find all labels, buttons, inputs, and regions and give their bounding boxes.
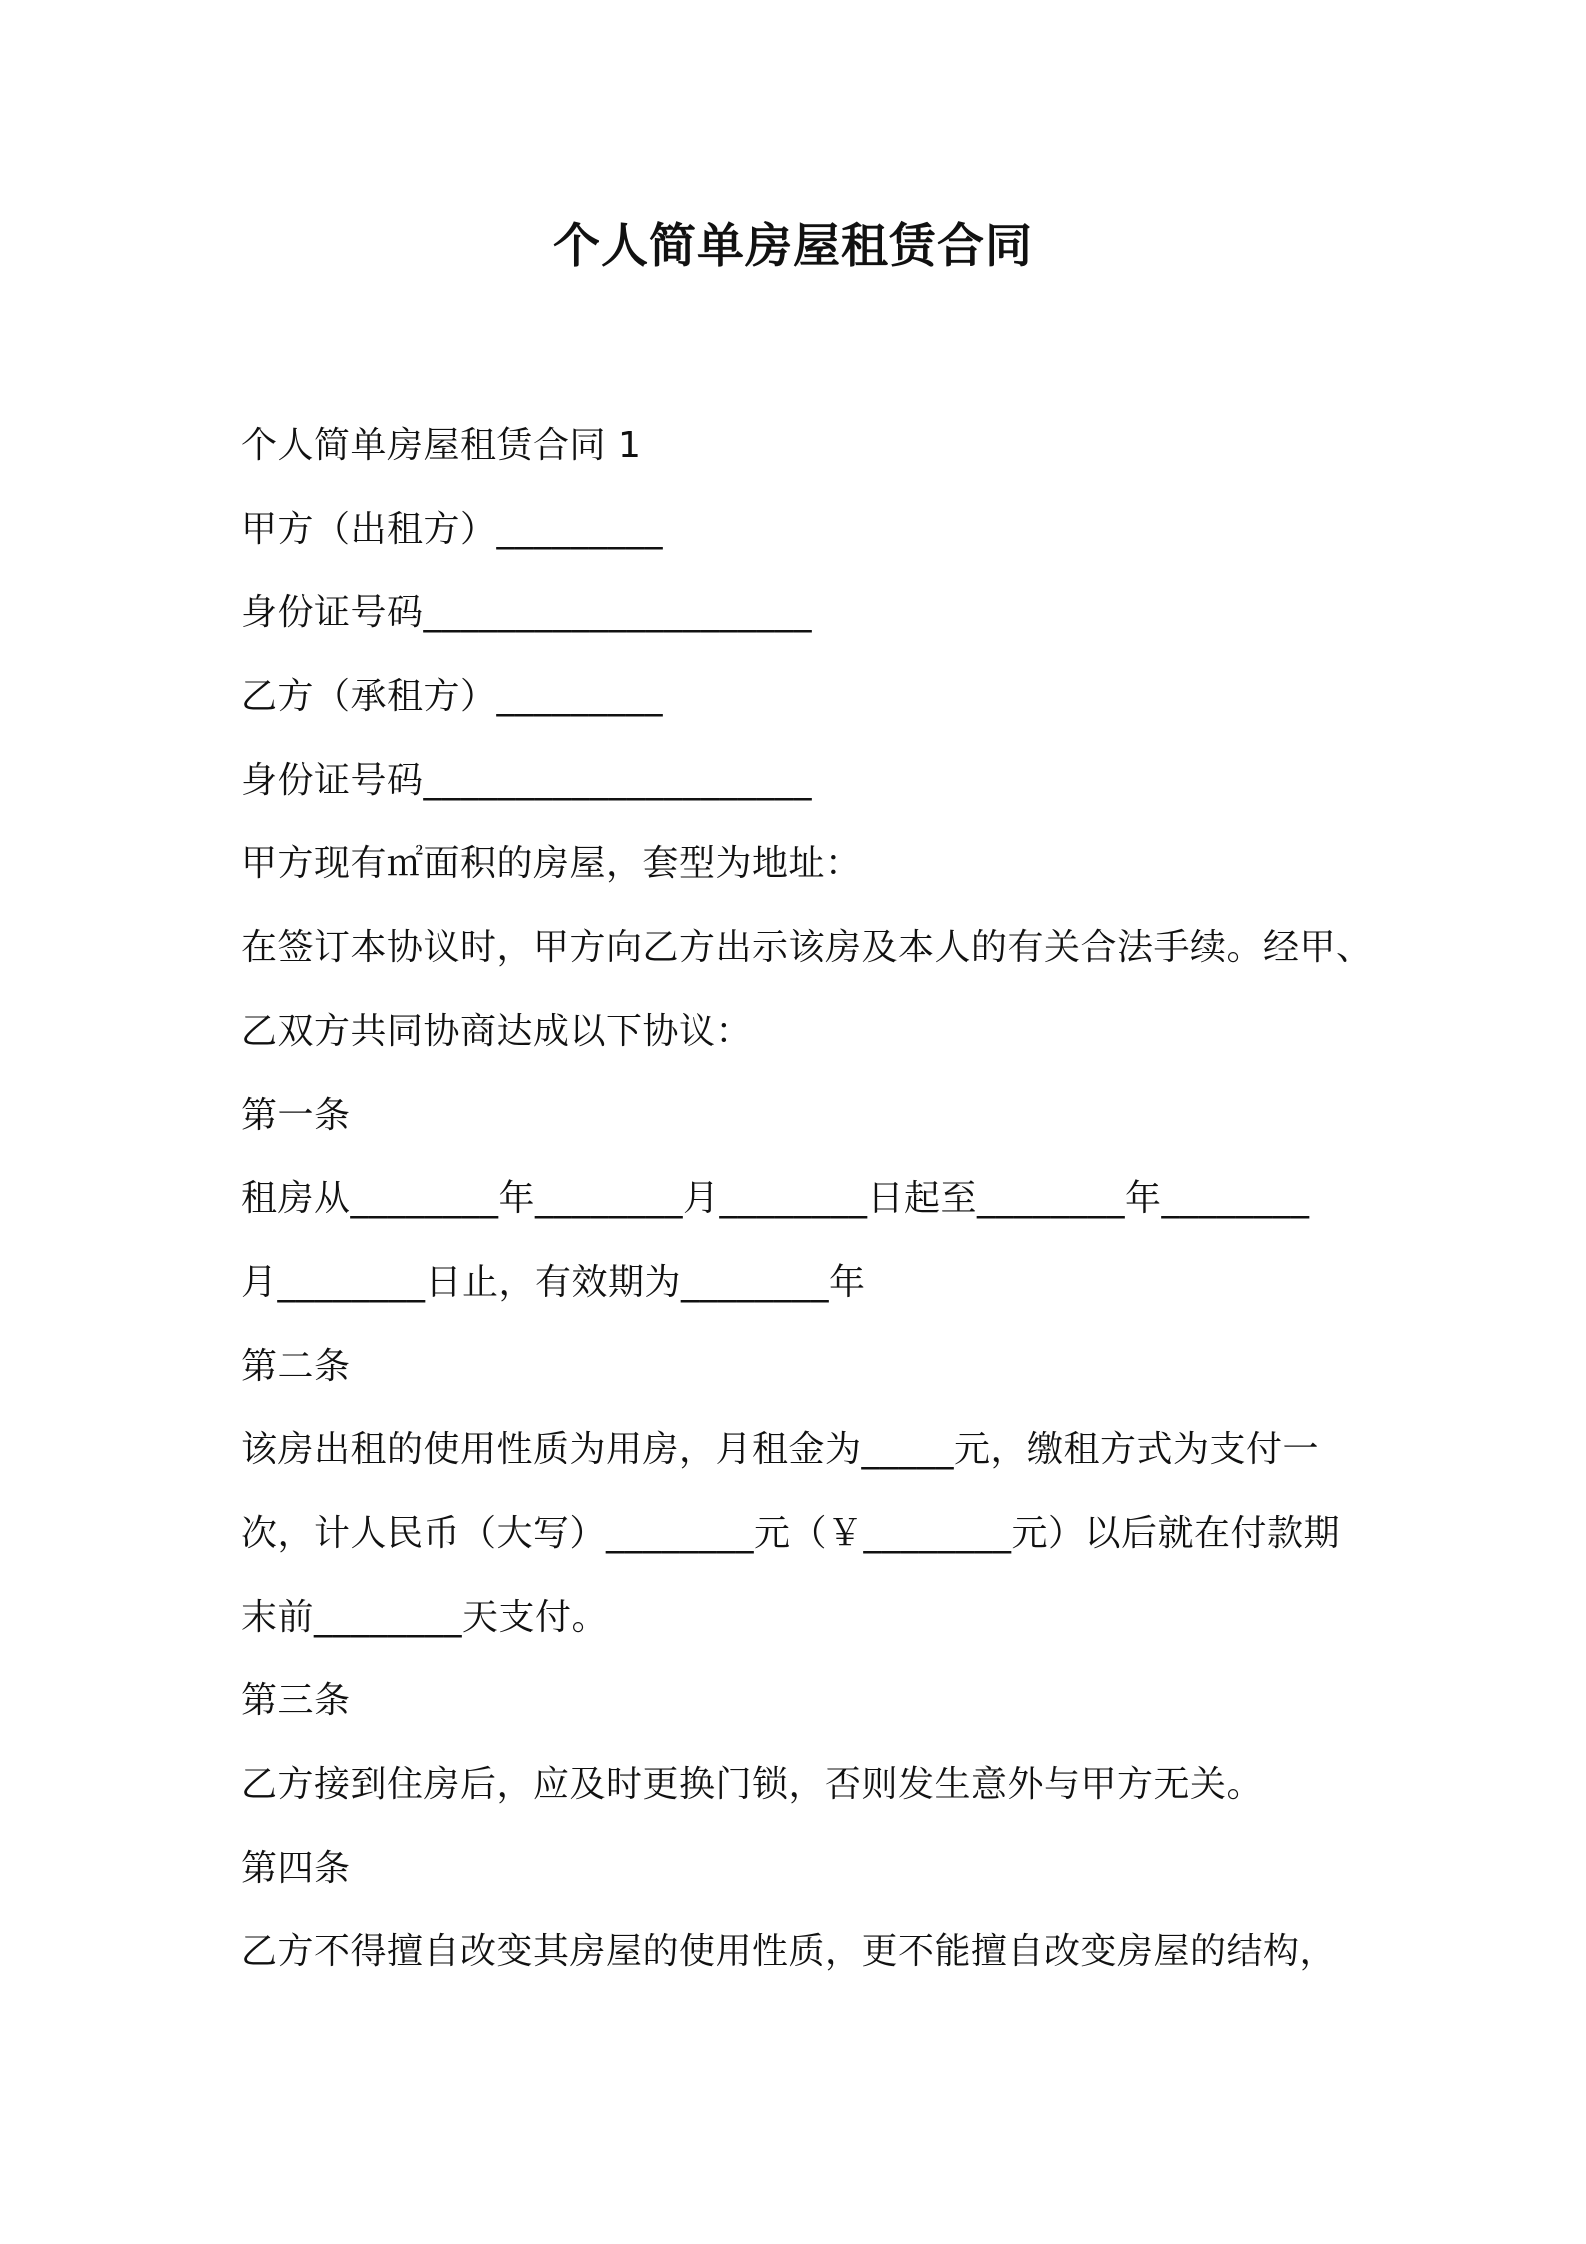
article-3-heading: 第三条 [241, 1680, 351, 1722]
article-2-text-line-2: 次，计人民币（大写）________元（￥________元）以后就在付款期 [241, 1512, 1341, 1554]
agreement-intro-line-2: 乙双方共同协商达成以下协议： [241, 1010, 753, 1052]
article-1-text-line-2: 月________日止，有效期为________年 [241, 1261, 866, 1303]
party-b-line: 乙方（承租方）_________ [241, 676, 664, 718]
document-body [241, 404, 1373, 1994]
article-1-heading: 第一条 [241, 1094, 351, 1136]
contract-subtitle: 个人简单房屋租赁合同 1 [241, 425, 642, 466]
article-3-text: 乙方接到住房后，应及时更换门锁，否则发生意外与甲方无关。 [241, 1764, 1264, 1805]
party-a-id-line: 身份证号码_____________________ [241, 592, 813, 634]
article-2-text-line-3: 末前________天支付。 [241, 1596, 609, 1638]
property-description: 甲方现有㎡面积的房屋，套型为地址： [241, 843, 862, 885]
article-4-heading: 第四条 [241, 1847, 351, 1889]
article-1-text-line-1: 租房从________年________月________日起至________年________ [241, 1178, 1310, 1220]
agreement-intro-line-1: 在签订本协议时，甲方向乙方出示该房及本人的有关合法手续。经甲、 [241, 927, 1373, 969]
article-4-text-line-1: 乙方不得擅自改变其房屋的使用性质，更不能擅自改变房屋的结构， [241, 1931, 1337, 1973]
party-b-id-line: 身份证号码_____________________ [241, 759, 813, 801]
article-2-heading: 第二条 [241, 1345, 351, 1387]
party-a-line: 甲方（出租方）_________ [241, 508, 664, 550]
document-title: 个人简单房屋租赁合同 [553, 219, 1033, 274]
article-2-text-line-1: 该房出租的使用性质为用房，月租金为_____元，缴租方式为支付一 [241, 1429, 1320, 1471]
